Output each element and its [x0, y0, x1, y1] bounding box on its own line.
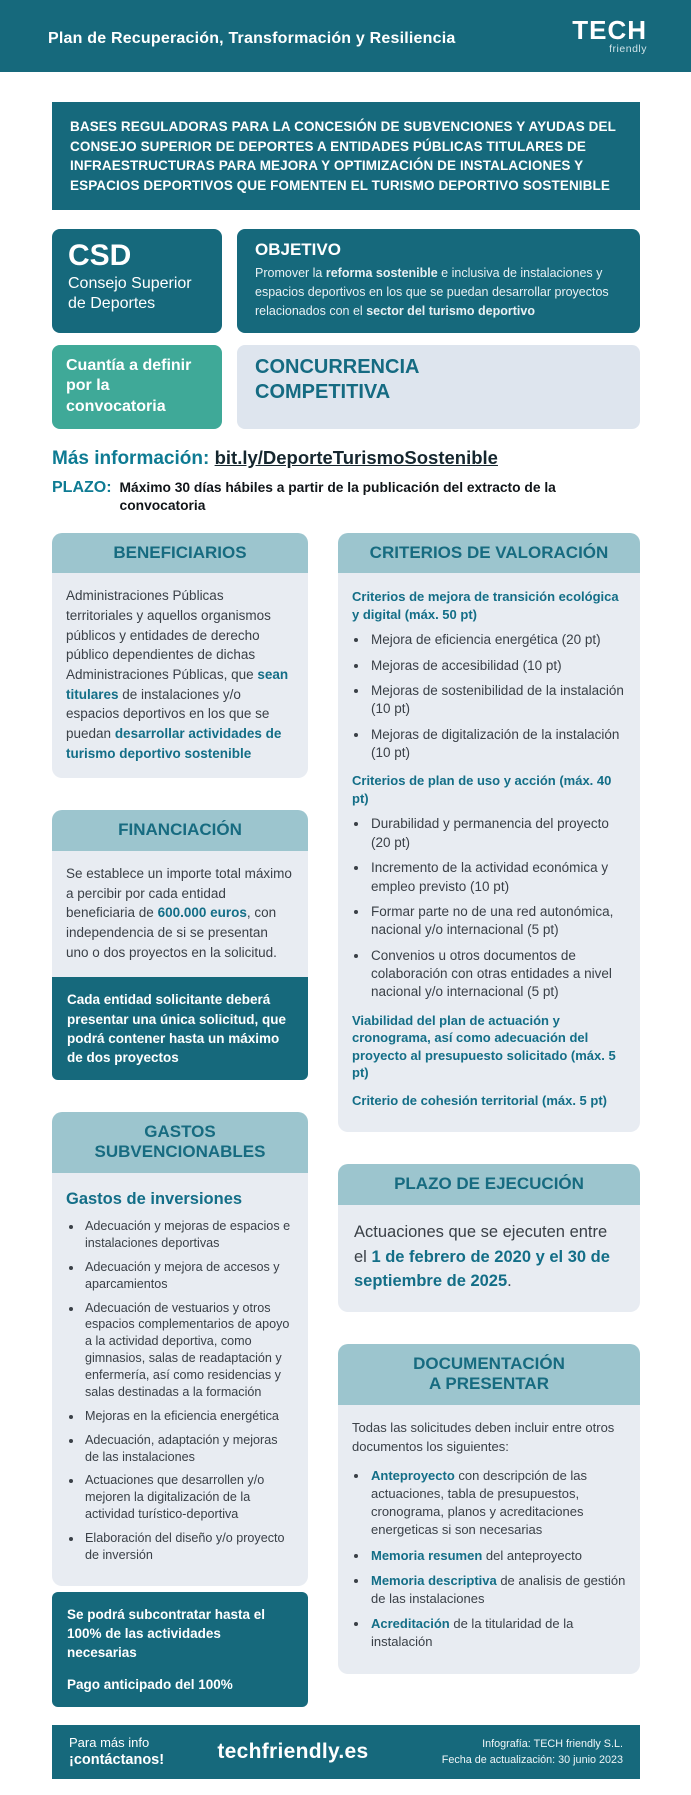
page-title: Plan de Recuperación, Transformación y Resiliencia [48, 30, 456, 47]
beneficiarios-title: BENEFICIARIOS [52, 533, 308, 573]
text-segment: Anteproyecto [371, 1467, 455, 1483]
deadline-line [52, 479, 640, 515]
financiacion-callout: Cada entidad solicitante deberá presentar una única solicitud, que podrá contener hasta un máximo de dos proyectos [52, 977, 308, 1080]
text-segment: sector del turismo deportivo [366, 303, 535, 318]
list-item: • Adecuación y mejoras de espacios e instalaciones deportivas [83, 1218, 294, 1252]
text-segment: Acreditación [371, 1616, 450, 1632]
more-info-label: Más información: [52, 447, 210, 469]
criterios-subhead-1: Criterios de mejora de transición ecológica y digital (máx. 50 pt) [352, 589, 619, 622]
text-segment: Promover la [255, 266, 326, 281]
text-segment: . [507, 1272, 512, 1291]
deadline-label: PLAZO: [52, 478, 112, 496]
gastos-title-line1: GASTOS [144, 1121, 216, 1141]
list-item: • Mejora de eficiencia energética (20 pt) [369, 631, 626, 649]
plazo-ejecucion-title: PLAZO DE EJECUCIÓN [338, 1164, 640, 1204]
logo-sub-text: friendly [609, 43, 647, 56]
card-criterios [338, 533, 640, 1133]
footer-credits-line2: Fecha de actualización: 30 junio 2023 [441, 1754, 623, 1767]
text-segment: reforma sostenible [325, 266, 438, 281]
criterios-subhead-4: Criterio de cohesión territorial (máx. 5 pt) [352, 1092, 607, 1108]
list-item [369, 1547, 626, 1565]
financiacion-text [66, 864, 294, 963]
footer-contact [69, 1735, 164, 1769]
documentacion-body [338, 1405, 640, 1674]
card-beneficiarios [52, 533, 308, 779]
concurrencia-line1: CONCURRENCIA [255, 355, 420, 378]
csd-box [52, 229, 222, 332]
criterios-list-2 [352, 815, 626, 1001]
documentacion-intro: Todas las solicitudes deben incluir entre otros documentos los siguientes: [352, 1419, 615, 1455]
list-item: • Incremento de la actividad económica y empleo previsto (10 pt) [369, 859, 626, 896]
text-segment: del anteproyecto [482, 1547, 582, 1563]
content-wrap [0, 102, 691, 1795]
csd-name [68, 274, 206, 314]
left-column [52, 533, 308, 1708]
tech-friendly-logo [572, 17, 647, 55]
csd-acronym: CSD [68, 239, 132, 273]
footer-band [52, 1725, 640, 1779]
list-item [369, 1467, 626, 1540]
list-item: • Mejoras de sostenibilidad de la instalación (10 pt) [369, 682, 626, 719]
text-segment: Administraciones Públicas territoriales y aquellos organismos públicos y entidades de derecho público dependientes de dichas Administraciones Públicas, que [66, 588, 271, 682]
list-item: • Formar parte no de una red autonómica, nacional y/o internacional (5 pt) [369, 903, 626, 940]
text-segment: con descripción de las actuaciones, tabla de presupuestos, cronograma, planos y acreditaciones energeticas si son necesarias [371, 1467, 588, 1538]
documentacion-title-line2: A PRESENTAR [429, 1374, 549, 1394]
objetivo-body [255, 264, 622, 320]
objetivo-title: OBJETIVO [255, 240, 341, 260]
more-info-link[interactable]: bit.ly/DeporteTurismoSostenible [214, 446, 498, 468]
text-segment: Se establece un importe total máximo a percibir por cada entidad beneficiaria de [66, 865, 292, 921]
list-item: • Mejoras de accesibilidad (10 pt) [369, 657, 626, 675]
text-segment: 600.000 euros [157, 905, 247, 921]
text-segment: Actuaciones que se ejecuten entre el [354, 1222, 608, 1266]
logo-main-text: TECH [572, 15, 647, 46]
plazo-ejecucion-body [338, 1205, 640, 1312]
financiacion-body [52, 851, 308, 978]
header-band [0, 0, 691, 72]
csd-objetivo-row [52, 229, 640, 332]
footer-credits [442, 1736, 623, 1768]
criterios-title: CRITERIOS DE VALORACIÓN [338, 533, 640, 573]
list-item: • Convenios u otros documentos de colaboración con otras entidades a nivel nacional y/o internacional (5 pt) [369, 947, 626, 1002]
documentacion-title-line1: DOCUMENTACIÓN [413, 1354, 565, 1374]
documentacion-title [338, 1344, 640, 1405]
footer-website-link[interactable]: techfriendly.es [217, 1740, 369, 1764]
text-segment: , con independencia de si se presentan uno o dos proyectos en la solicitud. [66, 905, 277, 960]
criterios-subhead-3: Viabilidad del plan de actuación y cronograma, así como adecuación del proyecto al presupuesto solicitado (máx. 5 pt) [352, 1012, 616, 1081]
footer-contact-line1: Para más info [69, 1735, 150, 1751]
gastos-subhead: Gastos de inversiones [66, 1189, 243, 1208]
text-segment: desarrollar actividades de turismo deportivo sostenible [66, 726, 282, 761]
csd-name-line1: Consejo Superior [68, 274, 192, 292]
gastos-callout [52, 1592, 308, 1708]
deadline-text: Máximo 30 días hábiles a partir de la publicación del extracto de la convocatoria [119, 479, 556, 513]
bottom-spacer [52, 1779, 640, 1795]
list-item: • Adecuación de vestuarios y otros espacios complementarios de apoyo a la actividad deportiva, como gimnasios, salas de readaptación y enfermería, así como residencias y salas destinadas a la formación [83, 1300, 294, 1401]
objetivo-box [237, 229, 640, 332]
gastos-title-line2: SUBVENCIONABLES [94, 1142, 266, 1162]
two-column-layout [52, 533, 640, 1708]
card-gastos [52, 1112, 308, 1586]
text-segment: e inclusiva de instalaciones y espacios deportivos en los que se puedan desarrollar proyectos relacionados con el [255, 266, 609, 318]
card-documentacion [338, 1344, 640, 1673]
text-segment: sean titulares [66, 666, 289, 702]
concurrencia-box [237, 345, 640, 429]
csd-name-line2: de Deportes [68, 294, 156, 312]
gastos-body [52, 1173, 308, 1586]
cuantia-box: Cuantía a definir por la convocatoria [52, 345, 222, 429]
more-info-line [52, 447, 640, 470]
criterios-body [338, 573, 640, 1132]
criterios-subhead-2: Criterios de plan de uso y acción (máx. 40 pt) [352, 773, 612, 806]
footer-contact-line2: ¡contáctanos! [69, 1752, 165, 1769]
card-financiacion [52, 810, 308, 977]
list-item: • Adecuación, adaptación y mejoras de las instalaciones [83, 1432, 294, 1466]
financiacion-title: FINANCIACIÓN [52, 810, 308, 850]
plazo-ejecucion-text [354, 1220, 624, 1294]
text-segment: 1 de febrero de 2020 y el 30 de septiembre de 2025 [354, 1247, 610, 1291]
beneficiarios-text [66, 586, 294, 763]
text-segment: de la titularidad de la instalación [371, 1616, 574, 1650]
card-plazo-ejecucion [338, 1164, 640, 1312]
list-item: • Mejoras de digitalización de la instalación (10 pt) [369, 726, 626, 763]
criterios-list-1 [352, 631, 626, 762]
concurrencia-line2: COMPETITIVA [255, 380, 391, 403]
list-item: • Durabilidad y permanencia del proyecto (20 pt) [369, 815, 626, 852]
list-item [369, 1572, 626, 1608]
documentacion-list [352, 1467, 626, 1652]
gastos-title [52, 1112, 308, 1173]
gastos-list [66, 1218, 294, 1564]
text-segment: de analisis de gestión de las instalaciones [371, 1572, 626, 1606]
text-segment: Memoria resumen [371, 1547, 483, 1563]
list-item [369, 1615, 626, 1651]
footer-credits-line1: Infografía: TECH friendly S.L. [482, 1738, 623, 1751]
right-column [338, 533, 640, 1674]
list-item: • Elaboración del diseño y/o proyecto de inversión [83, 1530, 294, 1564]
beneficiarios-body [52, 573, 308, 778]
list-item: • Mejoras en la eficiencia energética [83, 1408, 294, 1425]
gastos-callout-line1: Se podrá subcontratar hasta el 100% de las actividades necesarias [67, 1606, 266, 1661]
list-item: • Adecuación y mejora de accesos y aparcamientos [83, 1259, 294, 1293]
text-segment: Memoria descriptiva [371, 1572, 497, 1588]
gastos-callout-line2: Pago anticipado del 100% [67, 1677, 233, 1693]
title-banner: BASES REGULADORAS PARA LA CONCESIÓN DE SUBVENCIONES Y AYUDAS DEL CONSEJO SUPERIOR DE DEPORTES A ENTIDADES PÚBLICAS TITULARES DE INFRAESTRUCTURAS PARA MEJORA Y OPTIMIZACIÓN DE INSTALACIONES Y ESPACIOS DEPORTIVOS QUE FOMENTEN EL TURISMO DEPORTIVO SOSTENIBLE [52, 102, 640, 210]
cuantia-concurrencia-row [52, 345, 640, 429]
text-segment: de instalaciones y/o espacios deportivos en los que se puedan [66, 686, 270, 742]
list-item: • Actuaciones que desarrollen y/o mejoren la digitalización de la actividad turístico-deportiva [83, 1472, 294, 1523]
